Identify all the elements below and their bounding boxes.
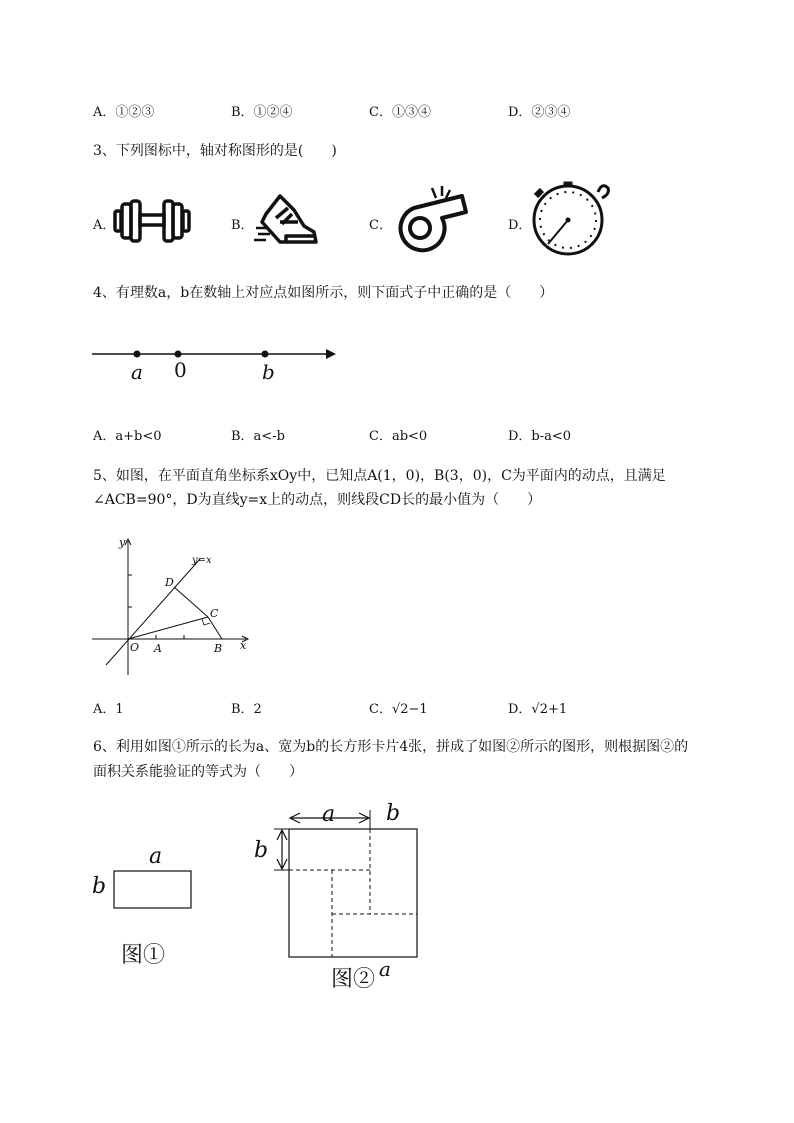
fig1-caption: 图① bbox=[121, 943, 166, 968]
q3-option-d: D． bbox=[508, 218, 532, 233]
q5-option-b: B．2 bbox=[231, 702, 262, 717]
q2-option-d: D．②③④ bbox=[508, 105, 571, 120]
point-label-c: C bbox=[210, 607, 219, 620]
q4-option-c: C．ab<0 bbox=[369, 429, 428, 444]
numberline-label-zero: 0 bbox=[174, 358, 187, 382]
q3-option-a: A． bbox=[93, 218, 116, 233]
q3-option-c: C． bbox=[369, 218, 392, 233]
fig1-label-b: b bbox=[92, 874, 107, 899]
dumbbell-icon bbox=[112, 196, 192, 246]
point-label-o: O bbox=[130, 641, 140, 654]
q4-stem: 4、有理数a，b在数轴上对应点如图所示，则下面式子中正确的是（ ） bbox=[93, 285, 554, 301]
numberline-label-b: b bbox=[262, 360, 275, 384]
running-shoe-icon bbox=[252, 192, 322, 252]
whistle-icon bbox=[390, 186, 470, 250]
coordinate-figure bbox=[90, 535, 260, 685]
q4-option-a: A．a+b<0 bbox=[93, 429, 162, 444]
q6-stem-line1: 6、利用如图①所示的长为a、宽为b的长方形卡片4张，拼成了如图②所示的图形，则根据图②的 bbox=[93, 739, 689, 755]
numberline-label-a: a bbox=[131, 360, 143, 384]
q5-option-d: D．√2+1 bbox=[508, 702, 568, 717]
point-label-d: D bbox=[165, 576, 174, 589]
q2-option-b: B．①②④ bbox=[231, 105, 293, 120]
stopwatch-icon bbox=[528, 180, 612, 252]
point-label-b: B bbox=[214, 642, 223, 655]
figure-1-rectangle bbox=[113, 870, 193, 910]
q5-option-c: C．√2−1 bbox=[369, 702, 428, 717]
number-line bbox=[90, 340, 350, 390]
point-label-a: A bbox=[154, 642, 162, 655]
q3-stem: 3、下列图标中，轴对称图形的是( ) bbox=[93, 143, 337, 159]
q3-option-b: B． bbox=[231, 218, 254, 233]
q6-stem-line2: 面积关系能验证的等式为（ ） bbox=[93, 764, 303, 780]
fig2-label-b-left: b bbox=[254, 838, 269, 863]
q2-option-a: A．①②③ bbox=[93, 105, 155, 120]
q5-option-a: A．1 bbox=[93, 702, 124, 717]
fig2-label-a-bottom: a bbox=[379, 957, 391, 981]
q4-option-d: D．b-a<0 bbox=[508, 429, 572, 444]
line-label-yx: y=x bbox=[192, 555, 212, 566]
fig1-label-a: a bbox=[149, 844, 163, 869]
q5-stem-line1: 5、如图，在平面直角坐标系xOy中，已知点A(1，0)，B(3，0)，C为平面内的动点，且满足 bbox=[93, 468, 666, 484]
q2-option-c: C．①③④ bbox=[369, 105, 431, 120]
axis-label-x: x bbox=[240, 639, 247, 652]
fig2-label-a-top: a bbox=[322, 802, 336, 827]
q5-stem-line2: ∠ACB=90°，D为直线y=x上的动点，则线段CD长的最小值为（ ） bbox=[93, 492, 542, 508]
figure-2-square bbox=[270, 802, 460, 962]
fig2-label-b-top: b bbox=[386, 801, 401, 826]
fig2-caption: 图② bbox=[331, 967, 376, 992]
q4-option-b: B．a<-b bbox=[231, 429, 285, 444]
axis-label-y: y bbox=[119, 536, 126, 549]
